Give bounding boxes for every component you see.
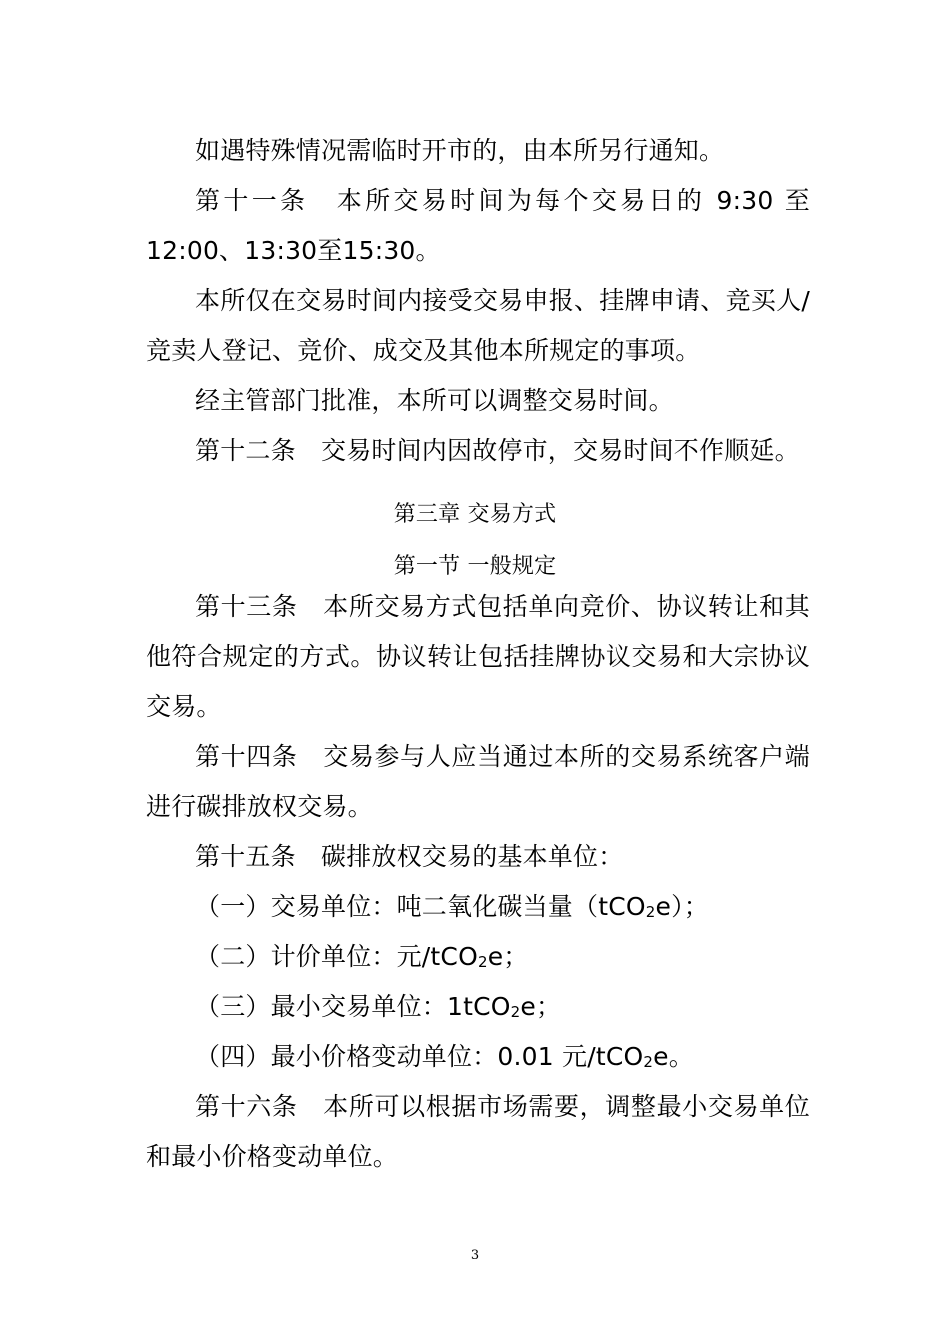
subscript: 2 bbox=[643, 1053, 654, 1071]
paragraph-line: 和最小价格变动单位。 bbox=[146, 1142, 399, 1171]
list-item-min-trading-unit bbox=[195, 992, 810, 1027]
list-text: e； bbox=[487, 942, 529, 971]
subscript: 2 bbox=[477, 953, 488, 971]
paragraph-line: 12:00、13:30至15:30。 bbox=[146, 236, 441, 265]
list-text: （四）最小价格变动单位：0.01 元/tCO bbox=[195, 1042, 644, 1071]
paragraph-line: 交易。 bbox=[146, 692, 222, 721]
subscript: 2 bbox=[645, 903, 656, 921]
list-item-min-price-tick bbox=[195, 1042, 810, 1077]
chapter-heading: 第三章 交易方式 bbox=[393, 502, 557, 527]
article-13-line: 第十三条 本所交易方式包括单向竞价、协议转让和其 bbox=[195, 592, 810, 621]
paragraph-line: 竞卖人登记、竞价、成交及其他本所规定的事项。 bbox=[146, 336, 701, 365]
list-text: e； bbox=[520, 992, 562, 1021]
list-text: （二）计价单位：元/tCO bbox=[195, 942, 478, 971]
list-text: e）； bbox=[655, 892, 709, 921]
section-heading: 第一节 一般规定 bbox=[393, 554, 557, 579]
paragraph-line: 经主管部门批准，本所可以调整交易时间。 bbox=[195, 386, 674, 415]
article-15-line: 第十五条 碳排放权交易的基本单位： bbox=[195, 842, 624, 871]
article-16-line: 第十六条 本所可以根据市场需要，调整最小交易单位 bbox=[195, 1092, 810, 1121]
list-item-trading-unit bbox=[195, 892, 810, 927]
article-11-line: 第十一条 本所交易时间为每个交易日的 9:30 至 bbox=[195, 186, 810, 215]
paragraph-line: 他符合规定的方式。协议转让包括挂牌协议交易和大宗协议 bbox=[146, 642, 810, 671]
page-number: 3 bbox=[470, 1248, 480, 1263]
article-14-line: 第十四条 交易参与人应当通过本所的交易系统客户端 bbox=[195, 742, 810, 771]
paragraph-line: 进行碳排放权交易。 bbox=[146, 792, 373, 821]
paragraph-line: 本所仅在交易时间内接受交易申报、挂牌申请、竞买人/ bbox=[195, 286, 810, 315]
list-item-pricing-unit bbox=[195, 942, 810, 977]
paragraph-line: 如遇特殊情况需临时开市的，由本所另行通知。 bbox=[195, 136, 725, 165]
article-12-line: 第十二条 交易时间内因故停市，交易时间不作顺延。 bbox=[195, 436, 800, 465]
subscript: 2 bbox=[510, 1003, 521, 1021]
list-text: （三）最小交易单位：1tCO bbox=[195, 992, 511, 1021]
list-text: （一）交易单位：吨二氧化碳当量（tCO bbox=[195, 892, 646, 921]
list-text: e。 bbox=[653, 1042, 694, 1071]
